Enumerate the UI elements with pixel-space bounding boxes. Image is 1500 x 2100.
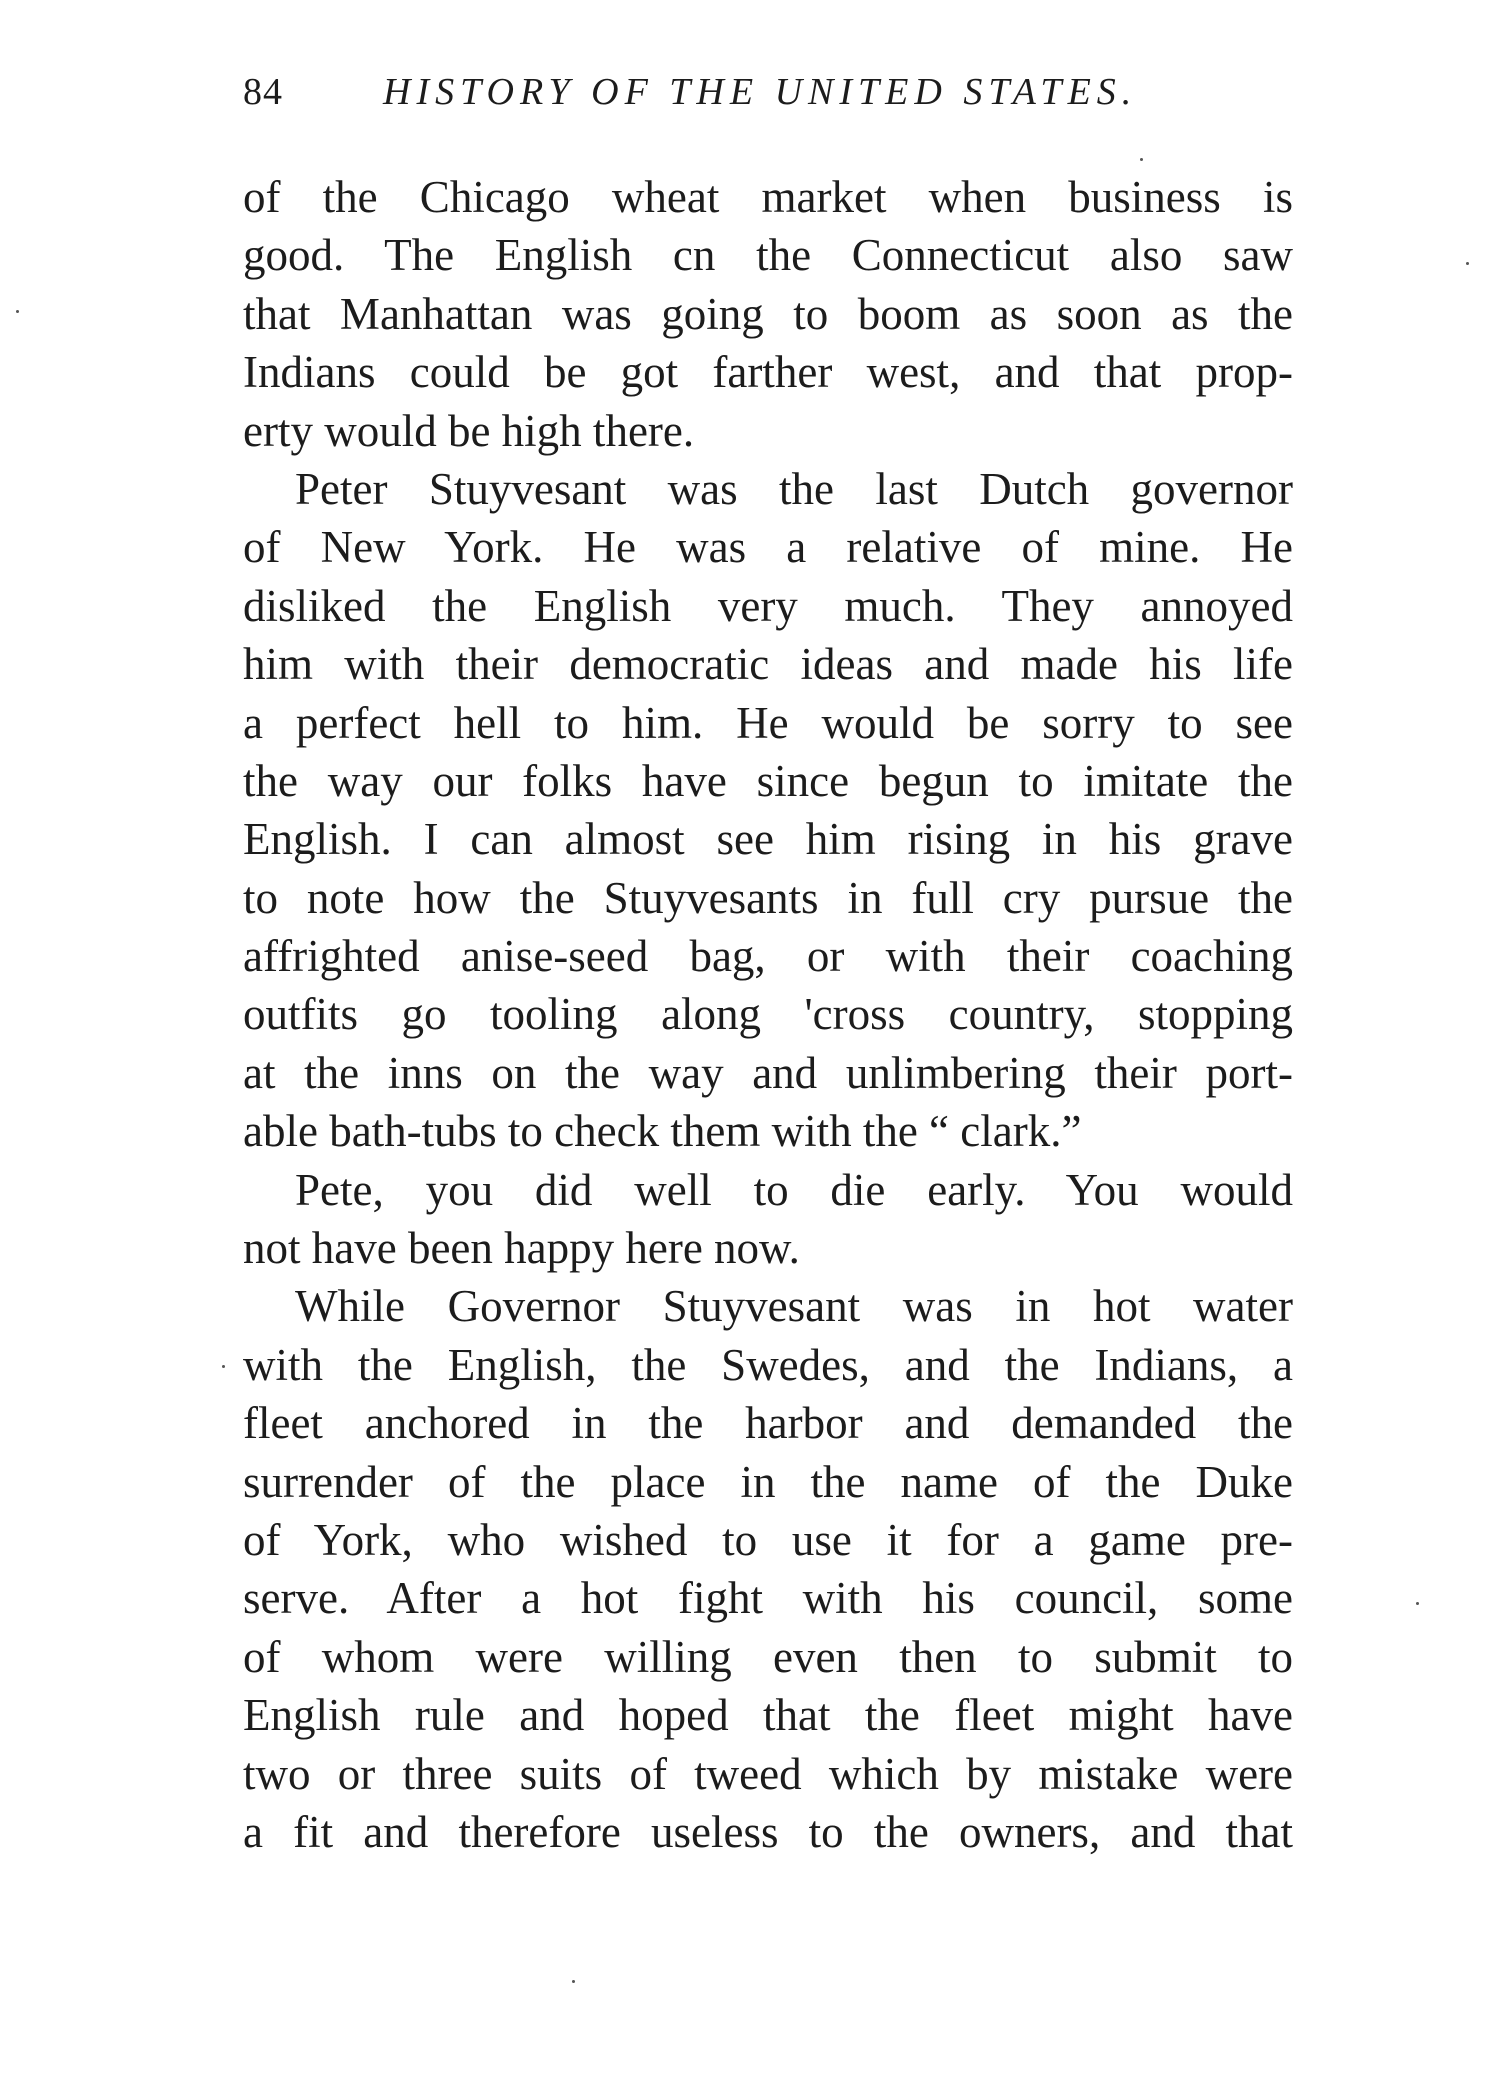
scan-speck [222, 1365, 225, 1368]
text-line: able bath-tubs to check them with the “ clark.” [243, 1106, 1082, 1157]
text-line: a perfect hell to him. He would be sorry to see [243, 697, 1293, 748]
scan-speck [1140, 158, 1143, 161]
text-line: of the Chicago wheat market when business is [243, 172, 1293, 222]
text-line: surrender of the place in the name of the Duke [243, 1456, 1293, 1507]
text-line: While Governor Stuyvesant was in hot water [295, 1281, 1293, 1332]
text-line: of York, who wished to use it for a game pre- [243, 1514, 1293, 1565]
text-line: Pete, you did well to die early. You would [295, 1164, 1293, 1215]
text-line: him with their democratic ideas and made his life [243, 639, 1293, 690]
text-line: disliked the English very much. They annoyed [243, 580, 1293, 631]
scan-speck [1416, 1602, 1419, 1605]
text-line: good. The English cn the Connecticut also saw [243, 230, 1293, 281]
text-line: affrighted anise-seed bag, or with their coaching [243, 931, 1293, 982]
paragraph-1 [243, 168, 1293, 460]
text-line: English. I can almost see him rising in his grave [243, 814, 1293, 865]
text-line: outfits go tooling along 'cross country, stopping [243, 989, 1293, 1040]
scan-speck [16, 310, 19, 313]
page-number: 84 [243, 71, 283, 113]
text-line: the way our folks have since begun to imitate the [243, 755, 1293, 806]
text-line: at the inns on the way and unlimbering their port- [243, 1047, 1293, 1098]
text-line: with the English, the Swedes, and the Indians, a [243, 1339, 1293, 1390]
text-line: English rule and hoped that the fleet might have [243, 1690, 1293, 1741]
running-title: HISTORY OF THE UNITED STATES. [383, 71, 1138, 113]
text-line: a fit and therefore useless to the owners, and that [243, 1806, 1293, 1857]
scan-speck [572, 1980, 575, 1983]
text-line: fleet anchored in the harbor and demanded the [243, 1398, 1293, 1449]
text-line: of New York. He was a relative of mine. He [243, 522, 1293, 573]
text-line: that Manhattan was going to boom as soon as the [243, 288, 1293, 339]
text-line: two or three suits of tweed which by mistake were [243, 1748, 1293, 1799]
paragraph-3 [243, 1161, 1293, 1278]
paragraph-4 [243, 1277, 1293, 1861]
text-line: Indians could be got farther west, and that prop- [243, 347, 1293, 398]
text-line: of whom were willing even then to submit to [243, 1631, 1293, 1682]
body-text [243, 168, 1293, 1861]
running-head [243, 62, 1293, 122]
text-line: to note how the Stuyvesants in full cry pursue the [243, 872, 1293, 923]
text-line: erty would be high there. [243, 405, 695, 456]
text-line: serve. After a hot fight with his council, some [243, 1573, 1293, 1624]
paragraph-2 [243, 460, 1293, 1161]
text-line: not have been happy here now. [243, 1223, 800, 1274]
text-line: Peter Stuyvesant was the last Dutch governor [295, 463, 1293, 514]
scan-speck [1466, 262, 1469, 265]
